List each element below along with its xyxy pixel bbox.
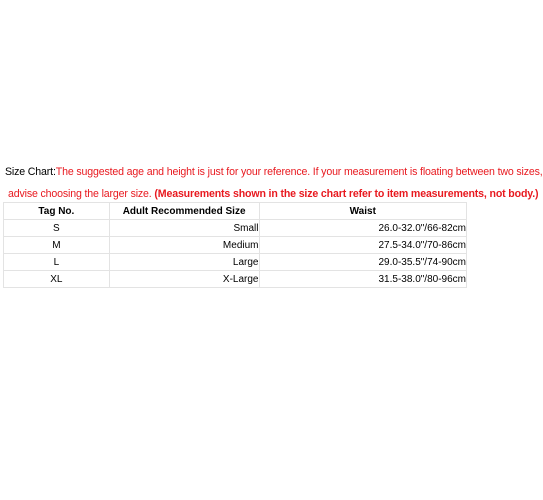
tag-cell: S [4, 220, 110, 237]
waist-cell: 31.5-38.0"/80-96cm [259, 271, 467, 288]
waist-cell: 26.0-32.0"/66-82cm [259, 220, 467, 237]
adult-size-cell: X-Large [109, 271, 259, 288]
table-row [4, 271, 467, 288]
larger-size-advice: advise choosing the larger size. [8, 188, 152, 200]
header-tag-no: Tag No. [4, 203, 110, 220]
waist-cell: 27.5-34.0"/70-86cm [259, 237, 467, 254]
measurement-disclaimer: (Measurements shown in the size chart refer to item measurements, not body.) [154, 188, 539, 200]
table-row [4, 220, 467, 237]
table-header-row [4, 203, 467, 220]
header-waist: Waist [259, 203, 467, 220]
adult-size-cell: Large [109, 254, 259, 271]
tag-cell: XL [4, 271, 110, 288]
adult-size-cell: Medium [109, 237, 259, 254]
reference-note: The suggested age and height is just for your reference. If your measurement is floating between two sizes, [55, 166, 543, 178]
table-row [4, 237, 467, 254]
table-row [4, 254, 467, 271]
header-adult-size: Adult Recommended Size [109, 203, 259, 220]
tag-cell: L [4, 254, 110, 271]
size-chart-note [5, 161, 543, 205]
tag-cell: M [4, 237, 110, 254]
size-table [3, 202, 467, 288]
waist-cell: 29.0-35.5"/74-90cm [259, 254, 467, 271]
adult-size-cell: Small [109, 220, 259, 237]
note-line-1 [5, 161, 543, 183]
size-chart-label: Size Chart: [5, 166, 56, 178]
